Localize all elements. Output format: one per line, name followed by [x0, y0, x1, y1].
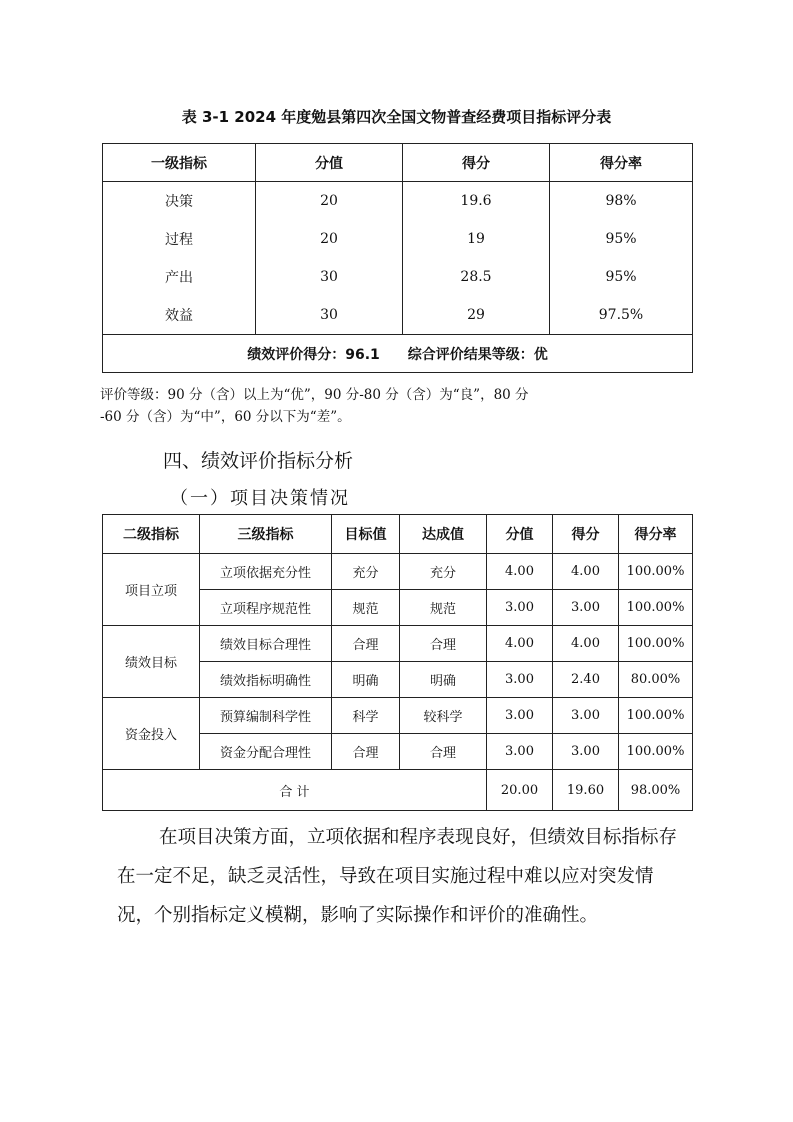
table-cell: 3.00 [553, 734, 619, 770]
table-cell: 明确 [332, 662, 400, 698]
header-cell: 得分 [553, 515, 619, 554]
header-cell: 达成值 [400, 515, 487, 554]
table-cell: 资金分配合理性 [200, 734, 332, 770]
table-cell: 3.00 [553, 698, 619, 734]
table-cell: 效益 [103, 296, 256, 335]
score-table [102, 143, 693, 373]
table-cell: 100.00% [619, 554, 693, 590]
table-cell: 100.00% [619, 626, 693, 662]
table-cell: 充分 [332, 554, 400, 590]
table-row [103, 698, 693, 734]
table-cell: 97.5% [550, 296, 693, 335]
table-cell: 立项依据充分性 [200, 554, 332, 590]
table-cell: 95% [550, 220, 693, 258]
group-cell: 绩效目标 [103, 626, 200, 698]
table-cell: 4.00 [553, 554, 619, 590]
header-cell: 分值 [256, 144, 403, 182]
table-row [103, 626, 693, 662]
table-cell: 绩效目标合理性 [200, 626, 332, 662]
table-cell: 科学 [332, 698, 400, 734]
table-cell: 产出 [103, 258, 256, 296]
table-cell: 29 [403, 296, 550, 335]
table-cell: 30 [256, 258, 403, 296]
table-cell: 4.00 [553, 626, 619, 662]
table-cell: 较科学 [400, 698, 487, 734]
table-row [103, 258, 693, 296]
table-cell: 100.00% [619, 590, 693, 626]
total-row [103, 770, 693, 811]
table-cell: 合理 [400, 734, 487, 770]
table-row [103, 220, 693, 258]
table-cell: 4.00 [487, 626, 553, 662]
table-cell: 100.00% [619, 698, 693, 734]
total-score-value: 20.00 [487, 770, 553, 811]
table-cell: 3.00 [553, 590, 619, 626]
table-cell: 3.00 [487, 734, 553, 770]
header-cell: 得分率 [619, 515, 693, 554]
table-cell: 规范 [332, 590, 400, 626]
header-cell: 分值 [487, 515, 553, 554]
table-cell: 合理 [332, 626, 400, 662]
table-cell: 充分 [400, 554, 487, 590]
table-cell: 19.6 [403, 182, 550, 221]
table1-caption: 表 3-1 2024 年度勉县第四次全国文物普查经费项目指标评分表 [181, 108, 612, 126]
table-cell: 2.40 [553, 662, 619, 698]
header-cell: 一级指标 [103, 144, 256, 182]
total-label: 合 计 [103, 770, 487, 811]
table-cell: 20 [256, 220, 403, 258]
group-cell: 资金投入 [103, 698, 200, 770]
table-cell: 30 [256, 296, 403, 335]
table-cell: 预算编制科学性 [200, 698, 332, 734]
decision-table-header [103, 515, 693, 554]
table-cell: 过程 [103, 220, 256, 258]
table-cell: 28.5 [403, 258, 550, 296]
summary-row [103, 335, 693, 373]
table-cell: 95% [550, 258, 693, 296]
header-cell: 三级指标 [200, 515, 332, 554]
table-cell: 4.00 [487, 554, 553, 590]
total-score: 19.60 [553, 770, 619, 811]
table-row [103, 554, 693, 590]
total-rate: 98.00% [619, 770, 693, 811]
grade-note-line2: -60 分（含）为“中”，60 分以下为“差”。 [100, 409, 351, 425]
table-cell: 3.00 [487, 662, 553, 698]
section-heading: 四、绩效评价指标分析 [163, 450, 354, 472]
table-cell: 3.00 [487, 698, 553, 734]
summary-cell: 绩效评价得分：96.1 综合评价结果等级：优 [103, 335, 693, 373]
table-cell: 19 [403, 220, 550, 258]
header-cell: 得分 [403, 144, 550, 182]
table-cell: 绩效指标明确性 [200, 662, 332, 698]
header-cell: 得分率 [550, 144, 693, 182]
table-cell: 98% [550, 182, 693, 221]
table-cell: 合理 [400, 626, 487, 662]
header-cell: 二级指标 [103, 515, 200, 554]
table-cell: 100.00% [619, 734, 693, 770]
table-cell: 80.00% [619, 662, 693, 698]
decision-table [102, 514, 693, 811]
table-cell: 20 [256, 182, 403, 221]
table-cell: 合理 [332, 734, 400, 770]
score-table-header [103, 144, 693, 182]
grade-note-line1: 评价等级：90 分（含）以上为“优”，90 分-80 分（含）为“良”，80 分 [100, 387, 529, 403]
table-cell: 明确 [400, 662, 487, 698]
group-cell: 项目立项 [103, 554, 200, 626]
table-cell: 3.00 [487, 590, 553, 626]
table-cell: 决策 [103, 182, 256, 221]
table-cell: 立项程序规范性 [200, 590, 332, 626]
table-row [103, 296, 693, 335]
table-cell: 规范 [400, 590, 487, 626]
analysis-paragraph: 在项目决策方面，立项依据和程序表现良好，但绩效目标指标存在一定不足，缺乏灵活性，导致在项目实施过程中难以应对突发情况，个别指标定义模糊，影响了实际操作和评价的准确性。 [117, 827, 678, 926]
subsection-heading: （一）项目决策情况 [170, 488, 350, 509]
table-row [103, 182, 693, 221]
header-cell: 目标值 [332, 515, 400, 554]
